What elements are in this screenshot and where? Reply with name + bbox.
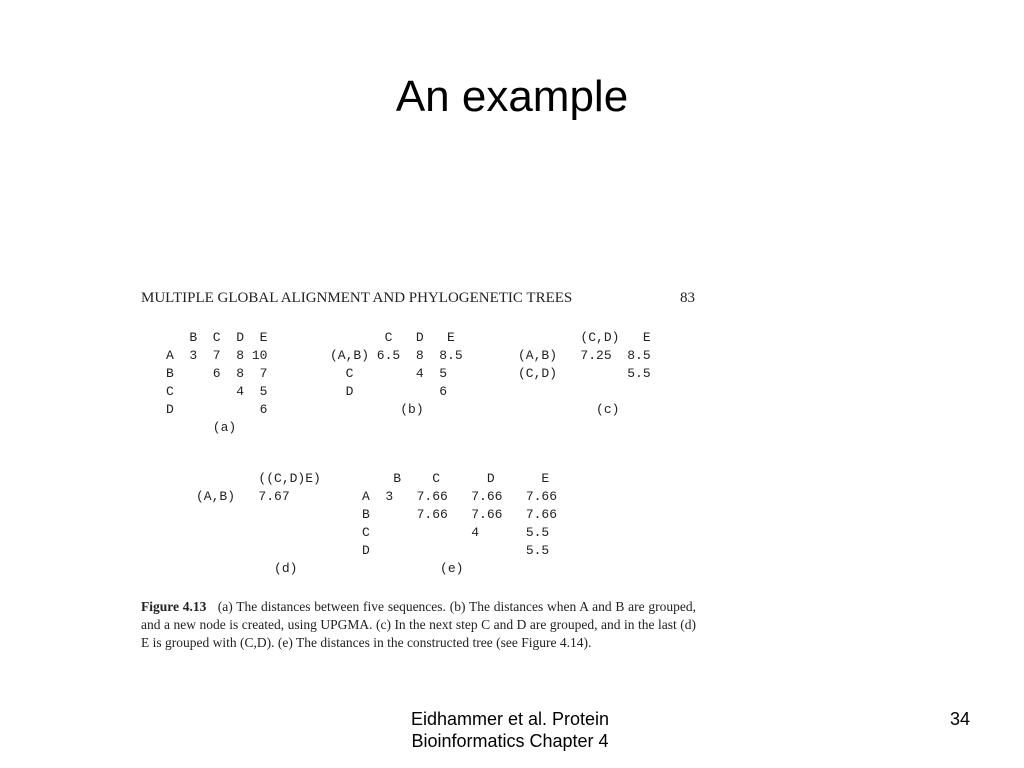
book-page-number: 83 <box>680 290 695 306</box>
footer-source: Eidhammer et al. Protein Bioinformatics Chapter 4 <box>410 709 610 751</box>
distance-matrix-a: B C D E A 3 7 8 10 B 6 8 7 C 4 5 D 6 (a) <box>166 330 268 435</box>
slide-title: An example <box>395 72 629 121</box>
book-page-header-title: MULTIPLE GLOBAL ALIGNMENT AND PHYLOGENETIC TREES <box>141 290 573 306</box>
distance-matrix-e: B C D E A 3 7.66 7.66 7.66 B 7.66 7.66 7.66 C 4 5.5 D 5.5 (e) <box>362 471 558 576</box>
distance-matrix-d: ((C,D)E) (A,B) 7.67 (d) <box>196 471 321 576</box>
figure-caption-label: Figure 4.13 <box>141 599 207 614</box>
slide-number: 34 <box>949 709 970 729</box>
distance-matrix-c: (C,D) E (A,B) 7.25 8.5 (C,D) 5.5 (c) <box>518 330 651 417</box>
figure-caption <box>141 598 696 652</box>
distance-matrix-b: C D E (A,B) 6.5 8 8.5 C 4 5 D 6 (b) <box>330 330 463 417</box>
figure-caption-text: (a) The distances between five sequences. (b) The distances when A and B are grouped, and a new node is created, using UPGMA. (c) In the next step C and D are grouped, and in the last (d) E is grouped with (C,D). (e) The distances in the constructed tree (see Figure 4.14). <box>141 599 696 650</box>
